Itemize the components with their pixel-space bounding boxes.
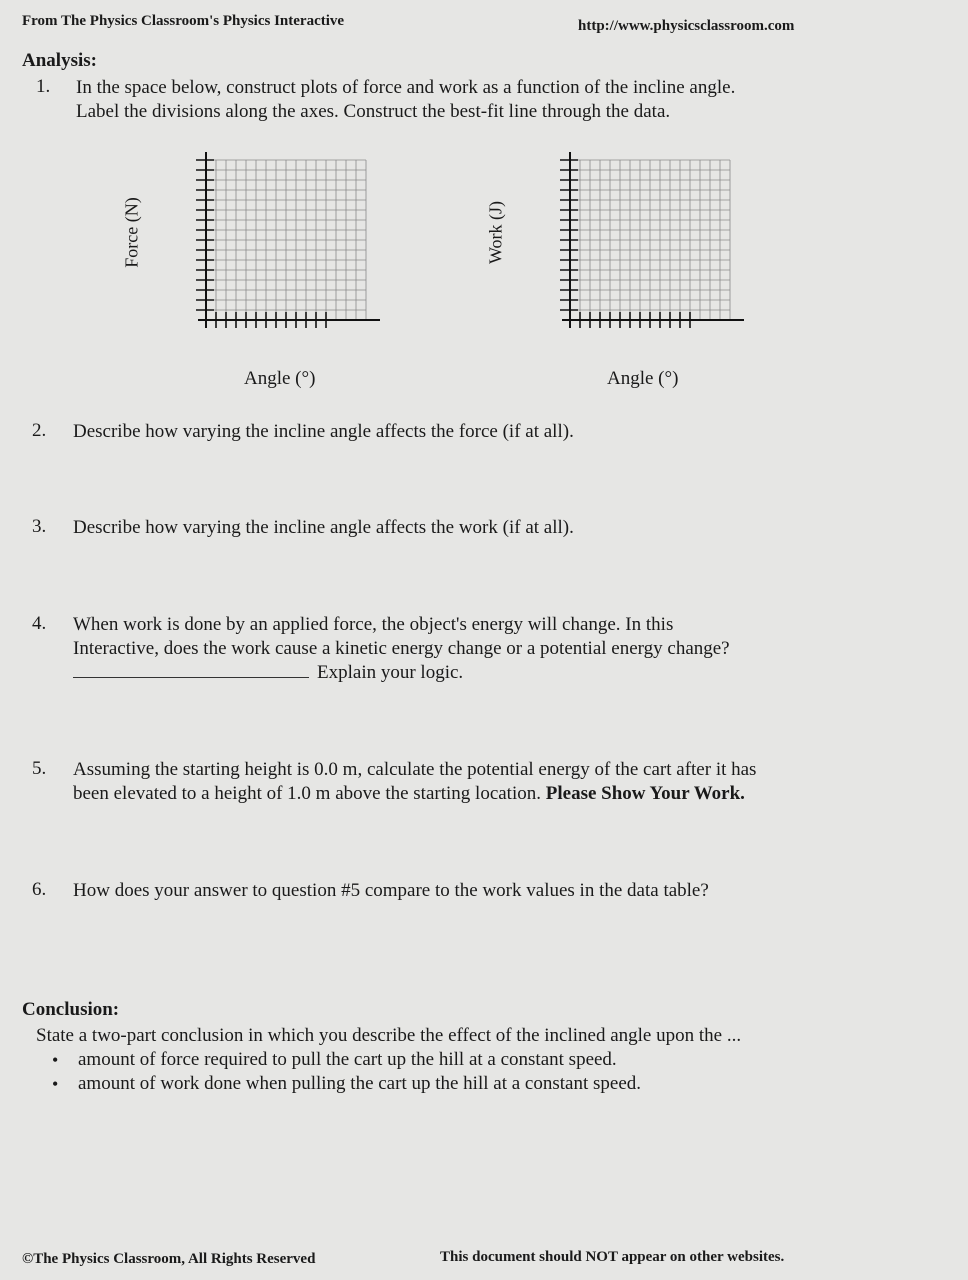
q4-line3-row xyxy=(73,661,463,685)
q4-number: 4. xyxy=(32,613,47,634)
force-graph-grid xyxy=(180,148,380,338)
force-graph-ylabel: Force (N) xyxy=(121,197,142,268)
work-graph-xlabel: Angle (°) xyxy=(607,368,679,389)
q3-number: 3. xyxy=(32,516,47,537)
q5-line2 xyxy=(73,782,745,806)
header-url: http://www.physicsclassroom.com xyxy=(578,18,795,34)
q5-line1: Assuming the starting height is 0.0 m, calculate the potential energy of the cart after it has xyxy=(73,759,757,780)
conclusion-bullet-force: • amount of force required to pull the cart up the hill at a constant speed. xyxy=(36,1048,641,1072)
conclusion-bullet-work: • amount of work done when pulling the cart up the hill at a constant speed. xyxy=(36,1072,641,1096)
q6-text: How does your answer to question #5 compare to the work values in the data table? xyxy=(73,880,709,901)
q5-line2-bold: Please Show Your Work. xyxy=(545,783,745,804)
q4-line2: Interactive, does the work cause a kinetic energy change or a potential energy change? xyxy=(73,638,730,659)
q1-number: 1. xyxy=(36,76,51,97)
q2-number: 2. xyxy=(32,420,47,441)
q1-line2: Label the divisions along the axes. Construct the best-fit line through the data. xyxy=(76,101,671,122)
analysis-title: Analysis: xyxy=(22,50,97,71)
conclusion-bullet-list xyxy=(36,1048,641,1096)
footer-notice: This document should NOT appear on other websites. xyxy=(440,1249,785,1265)
q1-line1: In the space below, construct plots of force and work as a function of the incline angle. xyxy=(76,77,736,98)
work-graph-ylabel: Work (J) xyxy=(485,200,506,265)
q4-line3: Explain your logic. xyxy=(317,662,464,683)
force-graph-xlabel: Angle (°) xyxy=(244,368,316,389)
q4-answer-blank[interactable] xyxy=(73,663,309,678)
work-graph-grid xyxy=(544,148,744,338)
q4-line1: When work is done by an applied force, the object's energy will change. In this xyxy=(73,614,674,635)
footer-copyright: ©The Physics Classroom, All Rights Reserved xyxy=(22,1251,316,1267)
header-source: From The Physics Classroom's Physics Interactive xyxy=(22,13,345,29)
q2-text: Describe how varying the incline angle affects the force (if at all). xyxy=(73,421,574,442)
q6-number: 6. xyxy=(32,879,47,900)
conclusion-intro: State a two-part conclusion in which you describe the effect of the inclined angle upon the ... xyxy=(36,1025,742,1046)
q5-number: 5. xyxy=(32,758,47,779)
q5-line2-plain: been elevated to a height of 1.0 m above the starting location. xyxy=(73,783,541,804)
conclusion-title: Conclusion: xyxy=(22,999,120,1020)
q3-text: Describe how varying the incline angle affects the work (if at all). xyxy=(73,517,574,538)
